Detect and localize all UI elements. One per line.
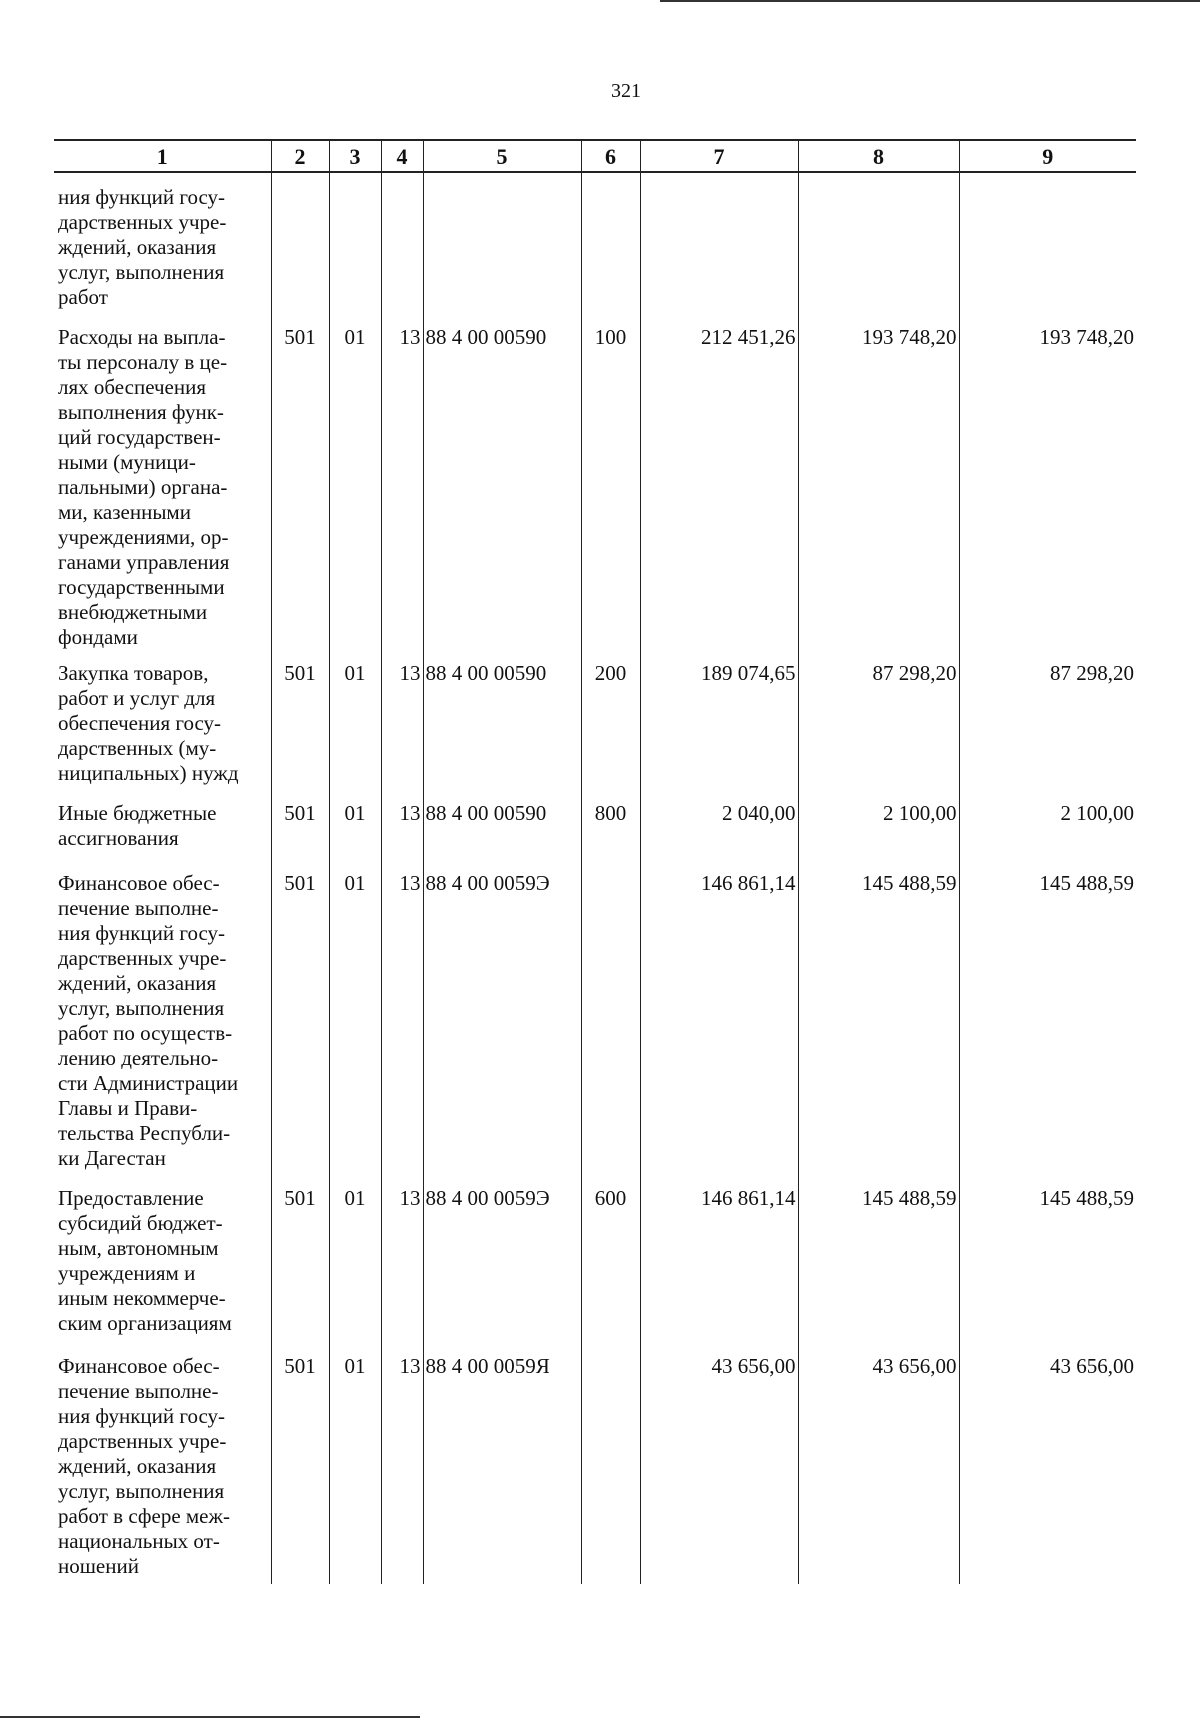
table-row xyxy=(54,172,1136,319)
row-name-line: ношений xyxy=(58,1554,139,1578)
row-section-code: 01 xyxy=(329,1348,381,1584)
row-admin-code xyxy=(271,172,329,319)
row-amount-col7: 2 040,00 xyxy=(640,795,798,865)
table-row xyxy=(54,865,1136,1180)
row-subsection-code: 13 xyxy=(381,1348,423,1584)
row-name-line: ниципальных) нужд xyxy=(58,761,239,785)
row-name-cell xyxy=(54,1180,271,1348)
row-amount-col7: 146 861,14 xyxy=(640,865,798,1180)
row-name-line: работ и услуг для xyxy=(58,686,216,710)
row-name-line: лению деятельно- xyxy=(58,1046,219,1070)
row-admin-code: 501 xyxy=(271,655,329,795)
bottom-edge-line xyxy=(0,1716,420,1718)
row-expense-type: 800 xyxy=(581,795,640,865)
row-name-cell xyxy=(54,172,271,319)
row-expense-type xyxy=(581,865,640,1180)
header-col-9: 9 xyxy=(959,140,1136,172)
row-section-code: 01 xyxy=(329,655,381,795)
row-expense-type xyxy=(581,1348,640,1584)
row-amount-col8: 145 488,59 xyxy=(798,1180,959,1348)
row-amount-col7 xyxy=(640,172,798,319)
row-section-code xyxy=(329,172,381,319)
row-name-line: ния функций госу- xyxy=(58,185,226,209)
header-col-1: 1 xyxy=(54,140,271,172)
row-target-code: 88 4 00 0059Я xyxy=(423,1348,581,1584)
row-expense-type: 200 xyxy=(581,655,640,795)
header-col-5: 5 xyxy=(423,140,581,172)
table-row xyxy=(54,795,1136,865)
top-edge-line xyxy=(660,0,1200,2)
row-name-line: обеспечения госу- xyxy=(58,711,222,735)
row-subsection-code xyxy=(381,172,423,319)
row-name-line: ждений, оказания xyxy=(58,1454,217,1478)
row-name-line: услуг, выполнения xyxy=(58,996,225,1020)
table-row xyxy=(54,655,1136,795)
row-name-line: дарственных учре- xyxy=(58,946,227,970)
row-name-line: ми, казенными xyxy=(58,500,191,524)
row-name-line: ждений, оказания xyxy=(58,235,217,259)
row-name-line: выполнения функ- xyxy=(58,400,224,424)
row-name-line: работ в сфере меж- xyxy=(58,1504,231,1528)
header-row xyxy=(54,140,1136,172)
row-name-line: Главы и Прави- xyxy=(58,1096,198,1120)
table-row xyxy=(54,319,1136,655)
row-target-code: 88 4 00 0059Э xyxy=(423,865,581,1180)
row-name-line: дарственных учре- xyxy=(58,210,227,234)
table-row xyxy=(54,1180,1136,1348)
row-subsection-code: 13 xyxy=(381,319,423,655)
row-name-cell xyxy=(54,319,271,655)
row-expense-type: 100 xyxy=(581,319,640,655)
row-name-line: ций государствен- xyxy=(58,425,221,449)
row-target-code: 88 4 00 00590 xyxy=(423,795,581,865)
row-name-line: ния функций госу- xyxy=(58,921,226,945)
row-name-line: сти Администрации xyxy=(58,1071,239,1095)
row-admin-code: 501 xyxy=(271,865,329,1180)
row-name-cell xyxy=(54,1348,271,1584)
row-target-code xyxy=(423,172,581,319)
row-amount-col7: 212 451,26 xyxy=(640,319,798,655)
row-name-line: ганами управления xyxy=(58,550,230,574)
row-name-line: Закупка товаров, xyxy=(58,661,209,685)
row-name-line: лях обеспечения xyxy=(58,375,207,399)
row-target-code: 88 4 00 0059Э xyxy=(423,1180,581,1348)
row-admin-code: 501 xyxy=(271,1348,329,1584)
row-name-line: Иные бюджетные xyxy=(58,801,217,825)
row-name-line: пальными) органа- xyxy=(58,475,228,499)
row-name-cell xyxy=(54,795,271,865)
row-name-line: ассигнования xyxy=(58,826,179,850)
row-name-line: ты персоналу в це- xyxy=(58,350,228,374)
row-amount-col9: 2 100,00 xyxy=(959,795,1136,865)
row-admin-code: 501 xyxy=(271,319,329,655)
row-name-line: ным, автономным xyxy=(58,1236,219,1260)
row-section-code: 01 xyxy=(329,795,381,865)
header-col-6: 6 xyxy=(581,140,640,172)
row-name-line: фондами xyxy=(58,625,138,649)
row-name-cell xyxy=(54,655,271,795)
row-amount-col8: 2 100,00 xyxy=(798,795,959,865)
row-amount-col8: 87 298,20 xyxy=(798,655,959,795)
row-name-line: услуг, выполнения xyxy=(58,260,225,284)
row-amount-col9: 145 488,59 xyxy=(959,1180,1136,1348)
header-col-7: 7 xyxy=(640,140,798,172)
row-admin-code: 501 xyxy=(271,1180,329,1348)
row-expense-type xyxy=(581,172,640,319)
row-amount-col8: 43 656,00 xyxy=(798,1348,959,1584)
row-subsection-code: 13 xyxy=(381,795,423,865)
row-name-line: национальных от- xyxy=(58,1529,220,1553)
row-name-line: Финансовое обес- xyxy=(58,1354,220,1378)
row-amount-col9: 87 298,20 xyxy=(959,655,1136,795)
row-name-line: услуг, выполнения xyxy=(58,1479,225,1503)
row-name-line: учреждениями, ор- xyxy=(58,525,229,549)
row-name-cell xyxy=(54,865,271,1180)
row-subsection-code: 13 xyxy=(381,655,423,795)
page-number: 321 xyxy=(611,80,641,102)
row-name-line: работ xyxy=(58,285,108,309)
row-amount-col9: 145 488,59 xyxy=(959,865,1136,1180)
row-subsection-code: 13 xyxy=(381,1180,423,1348)
row-amount-col8: 145 488,59 xyxy=(798,865,959,1180)
row-name-line: иным некоммерче- xyxy=(58,1286,226,1310)
row-name-line: ными (муници- xyxy=(58,450,196,474)
row-target-code: 88 4 00 00590 xyxy=(423,655,581,795)
row-name-line: дарственных (му- xyxy=(58,736,217,760)
row-name-line: печение выполне- xyxy=(58,1379,219,1403)
header-col-4: 4 xyxy=(381,140,423,172)
row-section-code: 01 xyxy=(329,865,381,1180)
table-row xyxy=(54,1348,1136,1584)
row-amount-col9 xyxy=(959,172,1136,319)
row-name-line: государственными xyxy=(58,575,225,599)
row-amount-col8 xyxy=(798,172,959,319)
row-admin-code: 501 xyxy=(271,795,329,865)
row-amount-col7: 43 656,00 xyxy=(640,1348,798,1584)
row-name-line: ским организациям xyxy=(58,1311,232,1335)
row-target-code: 88 4 00 00590 xyxy=(423,319,581,655)
row-expense-type: 600 xyxy=(581,1180,640,1348)
header-col-3: 3 xyxy=(329,140,381,172)
budget-table xyxy=(54,139,1136,1584)
row-name-line: Финансовое обес- xyxy=(58,871,220,895)
row-name-line: внебюджетными xyxy=(58,600,208,624)
row-name-line: ждений, оказания xyxy=(58,971,217,995)
row-name-line: субсидий бюджет- xyxy=(58,1211,223,1235)
row-name-line: ния функций госу- xyxy=(58,1404,226,1428)
row-name-line: ки Дагестан xyxy=(58,1146,166,1170)
row-subsection-code: 13 xyxy=(381,865,423,1180)
row-name-line: Предоставление xyxy=(58,1186,204,1210)
row-amount-col9: 193 748,20 xyxy=(959,319,1136,655)
row-name-line: учреждениям и xyxy=(58,1261,196,1285)
row-amount-col9: 43 656,00 xyxy=(959,1348,1136,1584)
header-col-2: 2 xyxy=(271,140,329,172)
row-amount-col8: 193 748,20 xyxy=(798,319,959,655)
row-name-line: печение выполне- xyxy=(58,896,219,920)
row-name-line: Расходы на выпла- xyxy=(58,325,226,349)
row-section-code: 01 xyxy=(329,1180,381,1348)
row-name-line: тельства Республи- xyxy=(58,1121,231,1145)
row-section-code: 01 xyxy=(329,319,381,655)
header-col-8: 8 xyxy=(798,140,959,172)
row-amount-col7: 146 861,14 xyxy=(640,1180,798,1348)
row-name-line: работ по осуществ- xyxy=(58,1021,233,1045)
row-name-line: дарственных учре- xyxy=(58,1429,227,1453)
row-amount-col7: 189 074,65 xyxy=(640,655,798,795)
